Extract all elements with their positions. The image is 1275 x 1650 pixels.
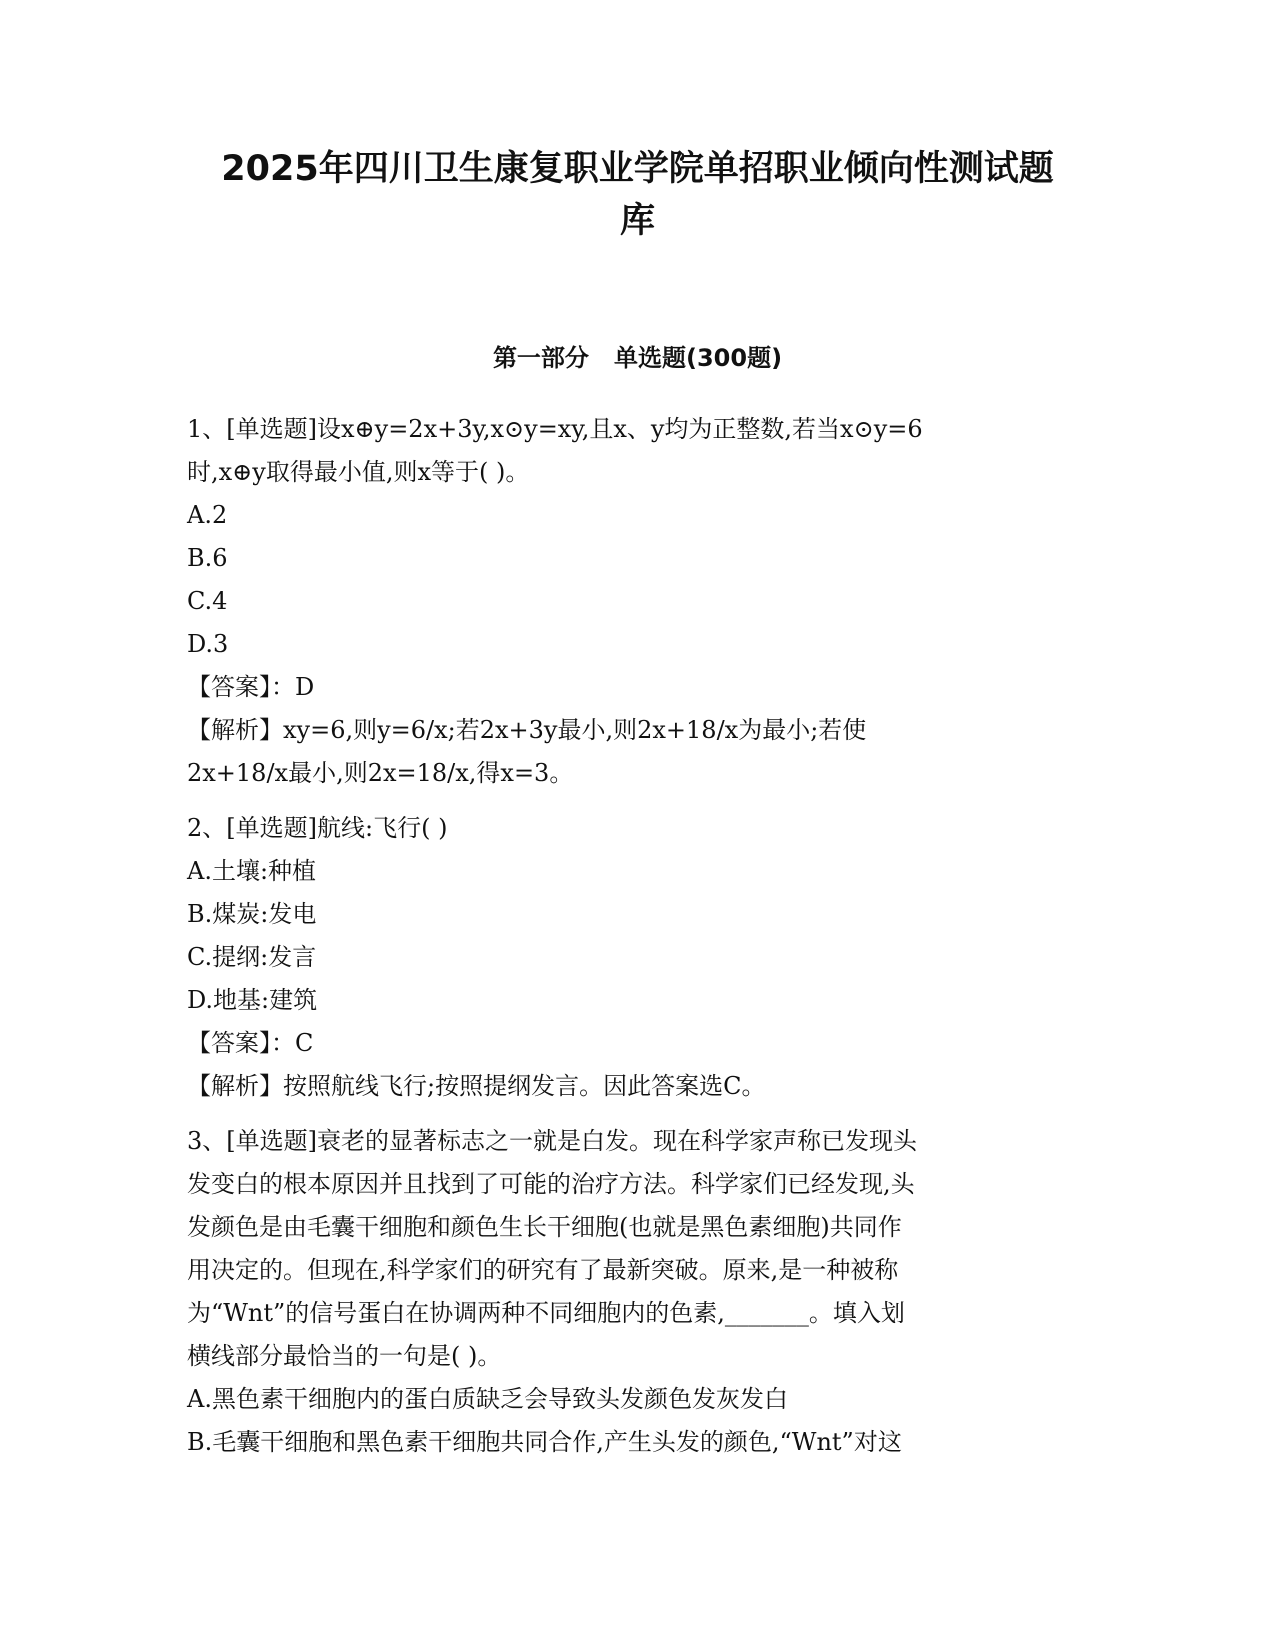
question-2 [187, 807, 1087, 1108]
option-d: D.地基:建筑 [187, 986, 318, 1014]
question-stem-line: 用决定的。但现在,科学家们的研究有了最新突破。原来,是一种被称 [187, 1256, 899, 1284]
question-stem-line: 3、[单选题]衰老的显著标志之一就是白发。现在科学家声称已发现头 [187, 1127, 917, 1155]
question-stem-line: 1、[单选题]设x⊕y=2x+3y,x⊙y=xy,且x、y均为正整数,若当x⊙y=6 [187, 415, 923, 443]
document-title [0, 143, 1275, 247]
option-b: B.煤炭:发电 [187, 900, 317, 928]
option-b: B.6 [187, 544, 228, 572]
option-a: A.黑色素干细胞内的蛋白质缺乏会导致头发颜色发灰发白 [187, 1385, 788, 1413]
question-1 [187, 408, 1087, 795]
option-b: B.毛囊干细胞和黑色素干细胞共同合作,产生头发的颜色,“Wnt”对这 [187, 1428, 902, 1456]
answer-line: 【答案】：D [187, 673, 315, 701]
question-stem-line: 发颜色是由毛囊干细胞和颜色生长干细胞(也就是黑色素细胞)共同作 [187, 1213, 902, 1241]
analysis-line: 2x+18/x最小,则2x=18/x,得x=3。 [187, 759, 574, 787]
analysis-line: 【解析】按照航线飞行;按照提纲发言。因此答案选C。 [187, 1072, 766, 1100]
option-a: A.2 [187, 501, 228, 529]
question-stem-line: 为“Wnt”的信号蛋白在协调两种不同细胞内的色素,_______。填入划 [187, 1299, 905, 1327]
question-stem-line: 横线部分最恰当的一句是( )。 [187, 1342, 502, 1370]
section-heading: 第一部分 单选题(300题) [492, 344, 783, 372]
analysis-line: 【解析】xy=6,则y=6/x;若2x+3y最小,则2x+18/x为最小;若使 [187, 716, 867, 744]
option-c: C.4 [187, 587, 228, 615]
question-list [187, 408, 1087, 1476]
question-stem-line: 时,x⊕y取得最小值,则x等于( )。 [187, 458, 530, 486]
answer-line: 【答案】：C [187, 1029, 314, 1057]
title-line-1: 2025年四川卫生康复职业学院单招职业倾向性测试题 [221, 149, 1054, 189]
title-line-2: 库 [619, 201, 655, 241]
option-c: C.提纲:发言 [187, 943, 317, 971]
option-d: D.3 [187, 630, 229, 658]
option-a: A.土壤:种植 [187, 857, 317, 885]
question-stem-line: 发变白的根本原因并且找到了可能的治疗方法。科学家们已经发现,头 [187, 1170, 915, 1198]
question-stem-line: 2、[单选题]航线:飞行( ) [187, 814, 448, 842]
question-3 [187, 1120, 1087, 1464]
